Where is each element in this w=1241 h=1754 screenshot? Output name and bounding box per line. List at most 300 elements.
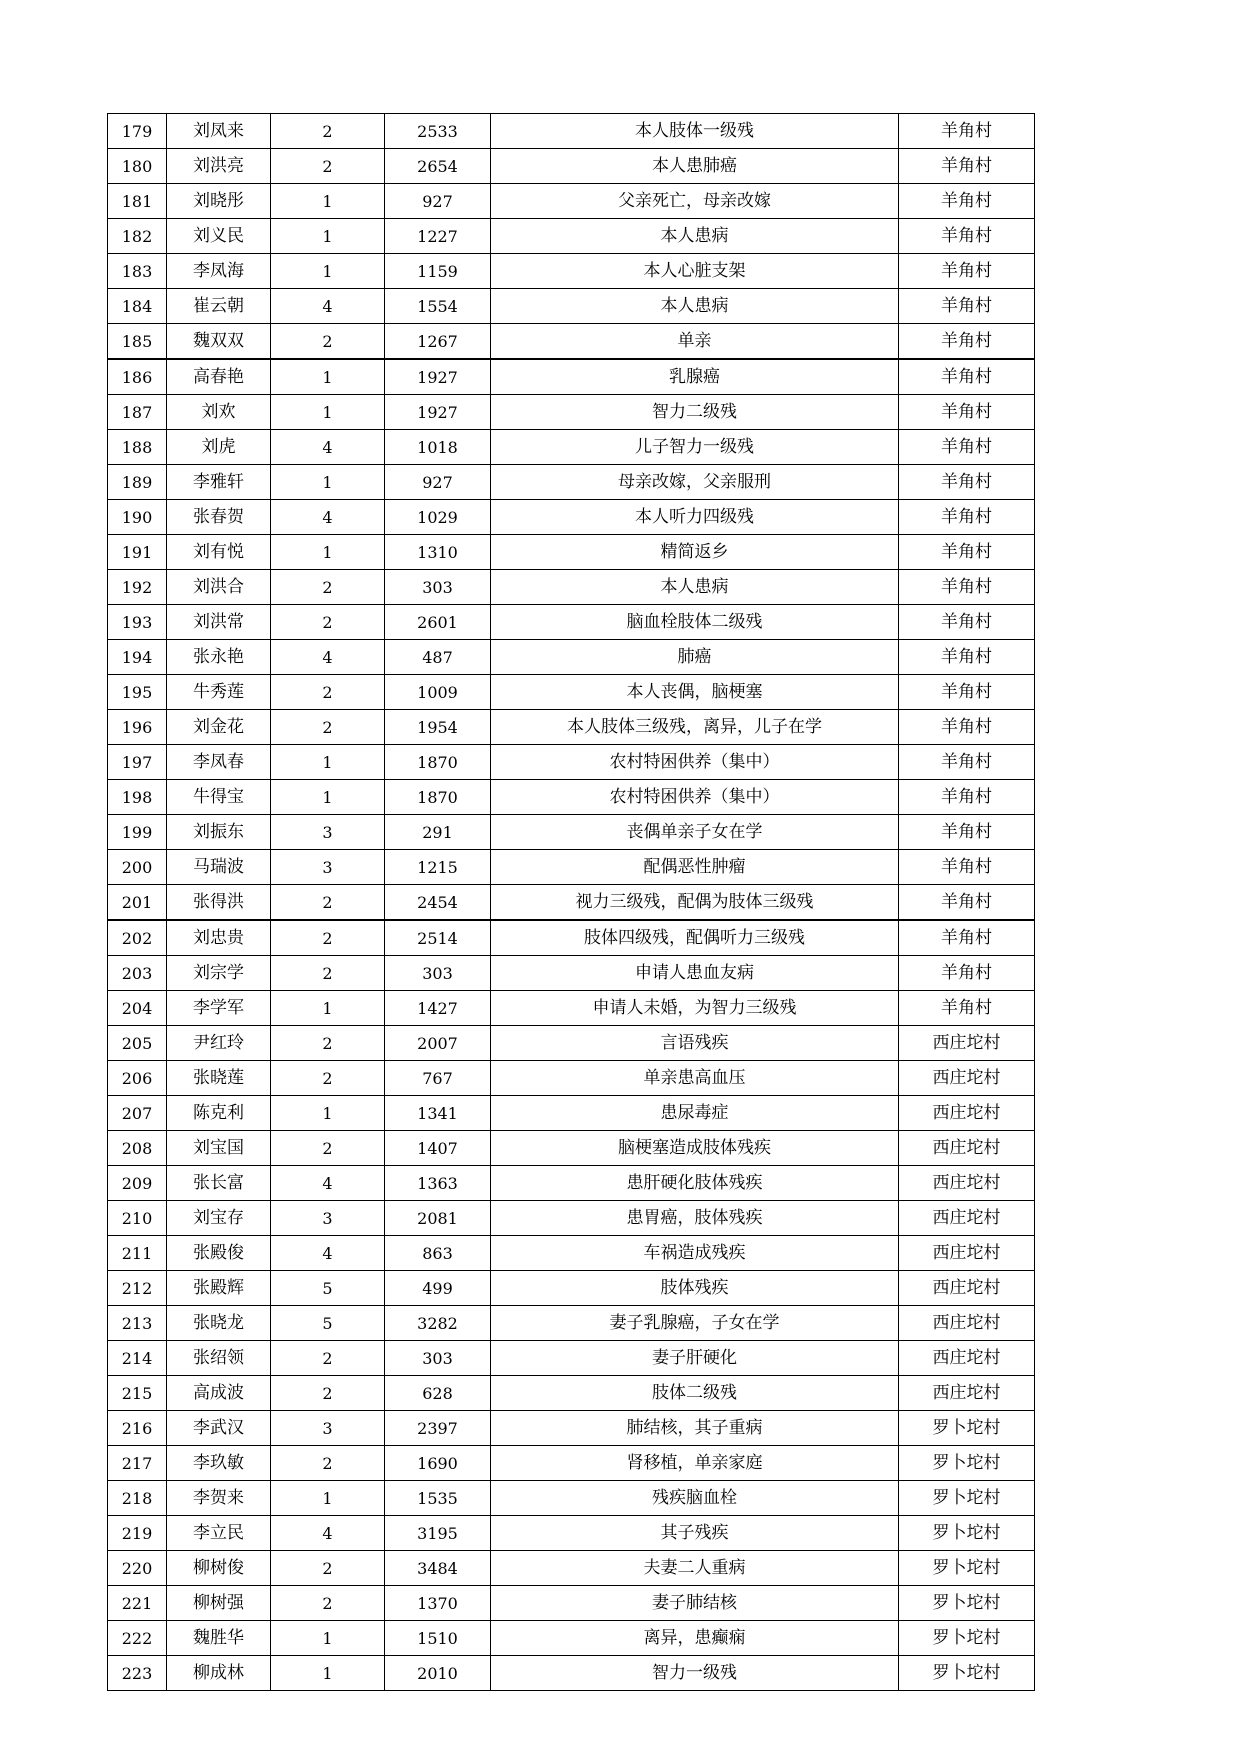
row-number-cell: 221 <box>108 1586 167 1621</box>
reason-cell: 本人听力四级残 <box>491 500 899 535</box>
amount-cell: 2397 <box>385 1411 491 1446</box>
name-cell: 李凤海 <box>167 254 271 289</box>
household-count-cell: 2 <box>271 1026 385 1061</box>
village-cell: 羊角村 <box>899 780 1035 815</box>
table-row <box>108 324 1035 360</box>
village-cell: 罗卜坨村 <box>899 1446 1035 1481</box>
name-cell: 张殿俊 <box>167 1236 271 1271</box>
amount-cell: 1927 <box>385 359 491 395</box>
row-number-cell: 205 <box>108 1026 167 1061</box>
village-cell: 羊角村 <box>899 605 1035 640</box>
reason-cell: 申请人未婚，为智力三级残 <box>491 991 899 1026</box>
village-cell: 羊角村 <box>899 675 1035 710</box>
household-count-cell: 1 <box>271 184 385 219</box>
row-number-cell: 207 <box>108 1096 167 1131</box>
household-count-cell: 5 <box>271 1271 385 1306</box>
name-cell: 刘忠贵 <box>167 920 271 956</box>
amount-cell: 2514 <box>385 920 491 956</box>
table-row <box>108 1026 1035 1061</box>
row-number-cell: 219 <box>108 1516 167 1551</box>
table-row <box>108 289 1035 324</box>
household-count-cell: 1 <box>271 1621 385 1656</box>
reason-cell: 儿子智力一级残 <box>491 430 899 465</box>
name-cell: 李武汉 <box>167 1411 271 1446</box>
amount-cell: 487 <box>385 640 491 675</box>
reason-cell: 本人患病 <box>491 289 899 324</box>
name-cell: 崔云朝 <box>167 289 271 324</box>
table-row <box>108 1341 1035 1376</box>
records-table <box>107 113 1035 1691</box>
reason-cell: 本人肢体三级残，离异，儿子在学 <box>491 710 899 745</box>
household-count-cell: 2 <box>271 114 385 149</box>
name-cell: 刘有悦 <box>167 535 271 570</box>
amount-cell: 1510 <box>385 1621 491 1656</box>
table-row <box>108 570 1035 605</box>
village-cell: 西庄坨村 <box>899 1026 1035 1061</box>
village-cell: 羊角村 <box>899 570 1035 605</box>
table-row <box>108 535 1035 570</box>
village-cell: 羊角村 <box>899 745 1035 780</box>
village-cell: 羊角村 <box>899 324 1035 360</box>
row-number-cell: 220 <box>108 1551 167 1586</box>
amount-cell: 1554 <box>385 289 491 324</box>
name-cell: 张得洪 <box>167 885 271 921</box>
reason-cell: 肺癌 <box>491 640 899 675</box>
name-cell: 柳树俊 <box>167 1551 271 1586</box>
household-count-cell: 1 <box>271 1656 385 1691</box>
name-cell: 刘虎 <box>167 430 271 465</box>
records-table-body <box>108 114 1035 1691</box>
row-number-cell: 179 <box>108 114 167 149</box>
name-cell: 李学军 <box>167 991 271 1026</box>
household-count-cell: 1 <box>271 780 385 815</box>
reason-cell: 本人丧偶，脑梗塞 <box>491 675 899 710</box>
household-count-cell: 4 <box>271 1516 385 1551</box>
household-count-cell: 2 <box>271 324 385 360</box>
reason-cell: 申请人患血友病 <box>491 956 899 991</box>
reason-cell: 本人肢体一级残 <box>491 114 899 149</box>
row-number-cell: 200 <box>108 850 167 885</box>
reason-cell: 配偶恶性肿瘤 <box>491 850 899 885</box>
amount-cell: 291 <box>385 815 491 850</box>
table-row <box>108 114 1035 149</box>
table-row <box>108 1411 1035 1446</box>
village-cell: 羊角村 <box>899 640 1035 675</box>
name-cell: 牛秀莲 <box>167 675 271 710</box>
amount-cell: 1363 <box>385 1166 491 1201</box>
amount-cell: 2081 <box>385 1201 491 1236</box>
name-cell: 刘振东 <box>167 815 271 850</box>
table-row <box>108 1621 1035 1656</box>
table-row <box>108 675 1035 710</box>
village-cell: 西庄坨村 <box>899 1166 1035 1201</box>
amount-cell: 1227 <box>385 219 491 254</box>
reason-cell: 农村特困供养（集中） <box>491 745 899 780</box>
household-count-cell: 1 <box>271 535 385 570</box>
village-cell: 羊角村 <box>899 359 1035 395</box>
table-row <box>108 1516 1035 1551</box>
row-number-cell: 198 <box>108 780 167 815</box>
table-row <box>108 1306 1035 1341</box>
row-number-cell: 192 <box>108 570 167 605</box>
name-cell: 张晓龙 <box>167 1306 271 1341</box>
amount-cell: 1954 <box>385 710 491 745</box>
village-cell: 羊角村 <box>899 850 1035 885</box>
household-count-cell: 4 <box>271 289 385 324</box>
village-cell: 罗卜坨村 <box>899 1656 1035 1691</box>
row-number-cell: 183 <box>108 254 167 289</box>
household-count-cell: 2 <box>271 956 385 991</box>
amount-cell: 1870 <box>385 780 491 815</box>
table-row <box>108 254 1035 289</box>
name-cell: 刘洪亮 <box>167 149 271 184</box>
reason-cell: 单亲患高血压 <box>491 1061 899 1096</box>
reason-cell: 妻子肝硬化 <box>491 1341 899 1376</box>
household-count-cell: 1 <box>271 395 385 430</box>
table-row <box>108 745 1035 780</box>
table-row <box>108 1166 1035 1201</box>
row-number-cell: 191 <box>108 535 167 570</box>
row-number-cell: 223 <box>108 1656 167 1691</box>
name-cell: 李凤春 <box>167 745 271 780</box>
household-count-cell: 2 <box>271 1061 385 1096</box>
amount-cell: 3484 <box>385 1551 491 1586</box>
household-count-cell: 1 <box>271 1096 385 1131</box>
name-cell: 高成波 <box>167 1376 271 1411</box>
amount-cell: 3195 <box>385 1516 491 1551</box>
table-row <box>108 1201 1035 1236</box>
row-number-cell: 193 <box>108 605 167 640</box>
reason-cell: 智力二级残 <box>491 395 899 430</box>
table-row <box>108 465 1035 500</box>
household-count-cell: 1 <box>271 465 385 500</box>
row-number-cell: 222 <box>108 1621 167 1656</box>
table-row <box>108 920 1035 956</box>
amount-cell: 2010 <box>385 1656 491 1691</box>
name-cell: 李雅轩 <box>167 465 271 500</box>
reason-cell: 肢体四级残，配偶听力三级残 <box>491 920 899 956</box>
name-cell: 张永艳 <box>167 640 271 675</box>
name-cell: 柳树强 <box>167 1586 271 1621</box>
village-cell: 羊角村 <box>899 114 1035 149</box>
reason-cell: 肢体二级残 <box>491 1376 899 1411</box>
reason-cell: 其子残疾 <box>491 1516 899 1551</box>
row-number-cell: 181 <box>108 184 167 219</box>
row-number-cell: 187 <box>108 395 167 430</box>
table-row <box>108 1446 1035 1481</box>
village-cell: 羊角村 <box>899 535 1035 570</box>
household-count-cell: 1 <box>271 219 385 254</box>
row-number-cell: 185 <box>108 324 167 360</box>
household-count-cell: 2 <box>271 149 385 184</box>
reason-cell: 精简返乡 <box>491 535 899 570</box>
table-row <box>108 1131 1035 1166</box>
amount-cell: 1407 <box>385 1131 491 1166</box>
reason-cell: 乳腺癌 <box>491 359 899 395</box>
village-cell: 羊角村 <box>899 885 1035 921</box>
name-cell: 刘洪常 <box>167 605 271 640</box>
name-cell: 魏双双 <box>167 324 271 360</box>
table-row <box>108 815 1035 850</box>
row-number-cell: 215 <box>108 1376 167 1411</box>
table-row <box>108 710 1035 745</box>
amount-cell: 1927 <box>385 395 491 430</box>
household-count-cell: 3 <box>271 850 385 885</box>
name-cell: 魏胜华 <box>167 1621 271 1656</box>
name-cell: 刘晓彤 <box>167 184 271 219</box>
household-count-cell: 1 <box>271 359 385 395</box>
household-count-cell: 2 <box>271 1341 385 1376</box>
amount-cell: 3282 <box>385 1306 491 1341</box>
table-row <box>108 780 1035 815</box>
amount-cell: 1341 <box>385 1096 491 1131</box>
household-count-cell: 2 <box>271 1131 385 1166</box>
amount-cell: 1370 <box>385 1586 491 1621</box>
name-cell: 张殿辉 <box>167 1271 271 1306</box>
name-cell: 刘金花 <box>167 710 271 745</box>
amount-cell: 1427 <box>385 991 491 1026</box>
village-cell: 罗卜坨村 <box>899 1516 1035 1551</box>
table-row <box>108 1376 1035 1411</box>
reason-cell: 农村特困供养（集中） <box>491 780 899 815</box>
household-count-cell: 3 <box>271 815 385 850</box>
table-row <box>108 956 1035 991</box>
name-cell: 刘欢 <box>167 395 271 430</box>
row-number-cell: 210 <box>108 1201 167 1236</box>
row-number-cell: 204 <box>108 991 167 1026</box>
table-row <box>108 640 1035 675</box>
table-row <box>108 1236 1035 1271</box>
row-number-cell: 217 <box>108 1446 167 1481</box>
household-count-cell: 2 <box>271 570 385 605</box>
name-cell: 张晓莲 <box>167 1061 271 1096</box>
row-number-cell: 197 <box>108 745 167 780</box>
reason-cell: 母亲改嫁，父亲服刑 <box>491 465 899 500</box>
village-cell: 羊角村 <box>899 289 1035 324</box>
amount-cell: 1535 <box>385 1481 491 1516</box>
household-count-cell: 3 <box>271 1201 385 1236</box>
village-cell: 西庄坨村 <box>899 1096 1035 1131</box>
reason-cell: 残疾脑血栓 <box>491 1481 899 1516</box>
name-cell: 李立民 <box>167 1516 271 1551</box>
amount-cell: 2007 <box>385 1026 491 1061</box>
village-cell: 罗卜坨村 <box>899 1481 1035 1516</box>
name-cell: 李玖敏 <box>167 1446 271 1481</box>
row-number-cell: 212 <box>108 1271 167 1306</box>
row-number-cell: 186 <box>108 359 167 395</box>
reason-cell: 言语残疾 <box>491 1026 899 1061</box>
row-number-cell: 184 <box>108 289 167 324</box>
table-row <box>108 1586 1035 1621</box>
household-count-cell: 2 <box>271 920 385 956</box>
household-count-cell: 2 <box>271 1446 385 1481</box>
reason-cell: 妻子乳腺癌，子女在学 <box>491 1306 899 1341</box>
reason-cell: 本人心脏支架 <box>491 254 899 289</box>
household-count-cell: 1 <box>271 745 385 780</box>
row-number-cell: 195 <box>108 675 167 710</box>
household-count-cell: 2 <box>271 605 385 640</box>
reason-cell: 智力一级残 <box>491 1656 899 1691</box>
row-number-cell: 216 <box>108 1411 167 1446</box>
name-cell: 张春贺 <box>167 500 271 535</box>
reason-cell: 患肝硬化肢体残疾 <box>491 1166 899 1201</box>
reason-cell: 夫妻二人重病 <box>491 1551 899 1586</box>
village-cell: 羊角村 <box>899 815 1035 850</box>
household-count-cell: 4 <box>271 1236 385 1271</box>
amount-cell: 499 <box>385 1271 491 1306</box>
amount-cell: 1215 <box>385 850 491 885</box>
reason-cell: 单亲 <box>491 324 899 360</box>
row-number-cell: 203 <box>108 956 167 991</box>
row-number-cell: 214 <box>108 1341 167 1376</box>
village-cell: 羊角村 <box>899 710 1035 745</box>
household-count-cell: 4 <box>271 1166 385 1201</box>
table-row <box>108 1096 1035 1131</box>
reason-cell: 肢体残疾 <box>491 1271 899 1306</box>
row-number-cell: 182 <box>108 219 167 254</box>
table-row <box>108 395 1035 430</box>
amount-cell: 628 <box>385 1376 491 1411</box>
village-cell: 罗卜坨村 <box>899 1551 1035 1586</box>
village-cell: 西庄坨村 <box>899 1061 1035 1096</box>
amount-cell: 1018 <box>385 430 491 465</box>
name-cell: 李贺来 <box>167 1481 271 1516</box>
amount-cell: 1870 <box>385 745 491 780</box>
row-number-cell: 190 <box>108 500 167 535</box>
name-cell: 刘宝存 <box>167 1201 271 1236</box>
name-cell: 刘宗学 <box>167 956 271 991</box>
amount-cell: 303 <box>385 570 491 605</box>
table-row <box>108 885 1035 921</box>
village-cell: 罗卜坨村 <box>899 1586 1035 1621</box>
amount-cell: 303 <box>385 1341 491 1376</box>
household-count-cell: 4 <box>271 500 385 535</box>
household-count-cell: 4 <box>271 640 385 675</box>
household-count-cell: 3 <box>271 1411 385 1446</box>
village-cell: 西庄坨村 <box>899 1201 1035 1236</box>
table-row <box>108 149 1035 184</box>
name-cell: 陈克利 <box>167 1096 271 1131</box>
name-cell: 刘宝国 <box>167 1131 271 1166</box>
table-row <box>108 1061 1035 1096</box>
reason-cell: 丧偶单亲子女在学 <box>491 815 899 850</box>
amount-cell: 1267 <box>385 324 491 360</box>
amount-cell: 303 <box>385 956 491 991</box>
row-number-cell: 180 <box>108 149 167 184</box>
reason-cell: 肾移植，单亲家庭 <box>491 1446 899 1481</box>
amount-cell: 927 <box>385 184 491 219</box>
row-number-cell: 213 <box>108 1306 167 1341</box>
reason-cell: 本人患病 <box>491 570 899 605</box>
village-cell: 西庄坨村 <box>899 1306 1035 1341</box>
table-row <box>108 605 1035 640</box>
village-cell: 羊角村 <box>899 920 1035 956</box>
amount-cell: 1029 <box>385 500 491 535</box>
table-row <box>108 850 1035 885</box>
name-cell: 柳成林 <box>167 1656 271 1691</box>
household-count-cell: 2 <box>271 1376 385 1411</box>
table-row <box>108 1481 1035 1516</box>
reason-cell: 妻子肺结核 <box>491 1586 899 1621</box>
row-number-cell: 206 <box>108 1061 167 1096</box>
household-count-cell: 5 <box>271 1306 385 1341</box>
village-cell: 羊角村 <box>899 500 1035 535</box>
name-cell: 高春艳 <box>167 359 271 395</box>
household-count-cell: 1 <box>271 254 385 289</box>
table-row <box>108 1271 1035 1306</box>
name-cell: 张绍领 <box>167 1341 271 1376</box>
name-cell: 牛得宝 <box>167 780 271 815</box>
reason-cell: 患胃癌，肢体残疾 <box>491 1201 899 1236</box>
row-number-cell: 201 <box>108 885 167 921</box>
reason-cell: 脑梗塞造成肢体残疾 <box>491 1131 899 1166</box>
village-cell: 西庄坨村 <box>899 1271 1035 1306</box>
name-cell: 马瑞波 <box>167 850 271 885</box>
table-row <box>108 1551 1035 1586</box>
table-row <box>108 1656 1035 1691</box>
table-row <box>108 184 1035 219</box>
amount-cell: 2601 <box>385 605 491 640</box>
reason-cell: 视力三级残，配偶为肢体三级残 <box>491 885 899 921</box>
amount-cell: 2654 <box>385 149 491 184</box>
amount-cell: 1310 <box>385 535 491 570</box>
village-cell: 羊角村 <box>899 149 1035 184</box>
amount-cell: 1690 <box>385 1446 491 1481</box>
table-row <box>108 500 1035 535</box>
reason-cell: 脑血栓肢体二级残 <box>491 605 899 640</box>
village-cell: 羊角村 <box>899 184 1035 219</box>
village-cell: 西庄坨村 <box>899 1376 1035 1411</box>
name-cell: 尹红玲 <box>167 1026 271 1061</box>
village-cell: 罗卜坨村 <box>899 1621 1035 1656</box>
table-row <box>108 430 1035 465</box>
table-row <box>108 219 1035 254</box>
household-count-cell: 1 <box>271 991 385 1026</box>
row-number-cell: 218 <box>108 1481 167 1516</box>
row-number-cell: 202 <box>108 920 167 956</box>
row-number-cell: 208 <box>108 1131 167 1166</box>
amount-cell: 1159 <box>385 254 491 289</box>
reason-cell: 患尿毒症 <box>491 1096 899 1131</box>
amount-cell: 767 <box>385 1061 491 1096</box>
row-number-cell: 209 <box>108 1166 167 1201</box>
name-cell: 刘义民 <box>167 219 271 254</box>
village-cell: 羊角村 <box>899 219 1035 254</box>
household-count-cell: 1 <box>271 1481 385 1516</box>
village-cell: 羊角村 <box>899 395 1035 430</box>
village-cell: 羊角村 <box>899 991 1035 1026</box>
household-count-cell: 2 <box>271 710 385 745</box>
reason-cell: 本人患肺癌 <box>491 149 899 184</box>
row-number-cell: 188 <box>108 430 167 465</box>
row-number-cell: 199 <box>108 815 167 850</box>
village-cell: 西庄坨村 <box>899 1131 1035 1166</box>
amount-cell: 1009 <box>385 675 491 710</box>
name-cell: 张长富 <box>167 1166 271 1201</box>
household-count-cell: 2 <box>271 1586 385 1621</box>
name-cell: 刘凤来 <box>167 114 271 149</box>
row-number-cell: 189 <box>108 465 167 500</box>
household-count-cell: 2 <box>271 1551 385 1586</box>
village-cell: 羊角村 <box>899 430 1035 465</box>
household-count-cell: 4 <box>271 430 385 465</box>
amount-cell: 2454 <box>385 885 491 921</box>
village-cell: 罗卜坨村 <box>899 1411 1035 1446</box>
name-cell: 刘洪合 <box>167 570 271 605</box>
village-cell: 西庄坨村 <box>899 1341 1035 1376</box>
row-number-cell: 194 <box>108 640 167 675</box>
village-cell: 羊角村 <box>899 465 1035 500</box>
